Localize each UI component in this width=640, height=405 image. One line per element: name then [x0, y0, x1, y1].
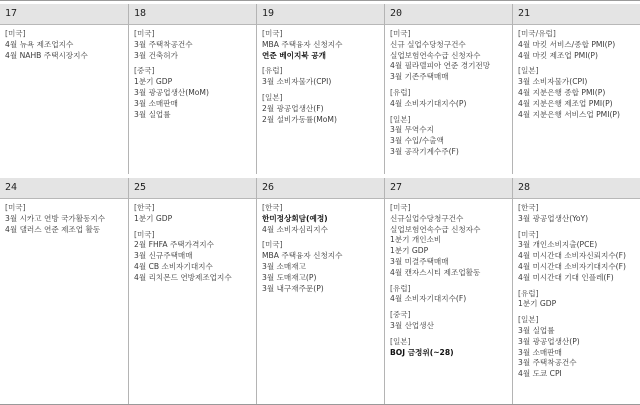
event-group — [262, 66, 384, 88]
event-item: 1분기 GDP — [134, 77, 173, 87]
region-label: [중국] — [134, 66, 155, 76]
event-item: 3월 산업생산 — [390, 320, 434, 330]
day-date: 26 — [257, 178, 384, 199]
day-date: 27 — [385, 178, 512, 199]
region-label: [미국/유럽] — [518, 29, 556, 38]
day-date: 18 — [129, 4, 256, 25]
event-item: 3월 소매재고 — [262, 261, 306, 271]
region-label: [일본] — [262, 92, 283, 102]
event-group — [518, 203, 640, 225]
event-group — [134, 29, 256, 61]
region-label: [미국] — [134, 229, 155, 239]
day-cell — [129, 4, 257, 174]
event-item: 3월 도매재고(P) — [262, 272, 317, 282]
day-date: 24 — [0, 178, 128, 199]
event-item: BOJ 금정위(~28) — [390, 347, 454, 357]
event-group — [390, 88, 512, 110]
event-item: 2월 광공업생산(F) — [262, 103, 324, 113]
event-group — [134, 230, 256, 284]
day-cell — [0, 178, 129, 404]
event-group — [262, 93, 384, 125]
region-label: [미국] — [262, 240, 283, 250]
day-date: 20 — [385, 4, 512, 25]
event-item: 4월 소비자기대지수(P) — [390, 98, 467, 108]
day-events — [385, 25, 512, 158]
event-group — [390, 310, 512, 332]
event-item: 4월 마킷 제조업 PMI(P) — [518, 50, 598, 60]
day-cell — [129, 178, 257, 404]
event-item: 신규실업수당청구건수 — [390, 213, 464, 223]
event-group — [518, 289, 640, 311]
day-events — [0, 199, 128, 235]
day-date: 21 — [513, 4, 640, 25]
event-item: 4월 지분은행 제조업 PMI(P) — [518, 98, 613, 108]
event-item: 3월 주택착공건수 — [134, 39, 193, 49]
event-group — [5, 203, 128, 235]
region-label: [일본] — [518, 66, 539, 76]
event-item: 2월 FHFA 주택가격지수 — [134, 240, 214, 250]
day-cell — [385, 4, 513, 174]
region-label: [일본] — [518, 315, 539, 325]
event-group — [390, 337, 512, 359]
event-item: 3월 실업률 — [134, 109, 171, 119]
event-item: 4월 뉴욕 제조업지수 — [5, 39, 74, 49]
event-item: 3월 실업률 — [518, 325, 555, 335]
event-item: 4월 도쿄 CPI — [518, 369, 562, 379]
day-cell — [385, 178, 513, 404]
event-group — [5, 29, 128, 61]
event-item: 3월 소비자물가(CPI) — [518, 77, 588, 87]
event-item: 3월 소매판매 — [134, 98, 178, 108]
event-item: 3월 공작기계수주(F) — [390, 146, 459, 156]
event-item: 4월 소비자심리지수 — [262, 224, 328, 234]
event-item: 4월 지분은행 종합 PMI(P) — [518, 87, 606, 97]
event-group — [390, 203, 512, 279]
event-item: 2월 설비가동률(MoM) — [262, 114, 337, 124]
day-cell — [257, 4, 385, 174]
event-item: 4월 리치몬드 연방제조업지수 — [134, 272, 232, 282]
day-events — [513, 25, 640, 120]
region-label: [미국] — [390, 29, 411, 38]
event-item: MBA 주택융자 신청지수 — [262, 251, 343, 261]
event-group — [390, 29, 512, 83]
event-item: 3월 시카고 연방 국가활동지수 — [5, 213, 106, 223]
event-item: 한미정상회담(예정) — [262, 213, 328, 223]
day-date: 17 — [0, 4, 128, 25]
event-item: 1분기 GDP — [134, 213, 173, 223]
event-group — [518, 66, 640, 120]
region-label: [한국] — [134, 203, 155, 212]
event-group — [262, 240, 384, 294]
day-date: 19 — [257, 4, 384, 25]
region-label: [일본] — [390, 114, 411, 124]
event-item: 3월 건축허가 — [134, 50, 178, 60]
event-item: 실업보험연속수급 신청자수 — [390, 224, 481, 234]
day-date: 25 — [129, 178, 256, 199]
event-item: 4월 댈러스 연준 제조업 활동 — [5, 224, 101, 234]
event-item: 3월 수입/수출액 — [390, 136, 444, 146]
event-item: 3월 신규주택매매 — [134, 251, 193, 261]
event-item: 3월 광공업생산(YoY) — [518, 213, 589, 223]
region-label: [미국] — [5, 203, 26, 212]
region-label: [미국] — [5, 29, 26, 38]
day-cell — [257, 178, 385, 404]
event-item: 1분기 GDP — [390, 246, 429, 256]
region-label: [미국] — [390, 203, 411, 212]
event-item: 3월 개인소비지출(PCE) — [518, 240, 598, 250]
event-item: 4월 미시간대 소비자신뢰지수(F) — [518, 251, 626, 261]
calendar-week — [0, 178, 640, 404]
event-item: MBA 주택융자 신청지수 — [262, 39, 343, 49]
event-item: 4월 CB 소비자기대지수 — [134, 261, 213, 271]
event-item: 4월 소비자기대지수(F) — [390, 294, 467, 304]
event-group — [518, 230, 640, 284]
day-events — [129, 199, 256, 284]
event-item: 3월 무역수지 — [390, 125, 434, 135]
event-item: 4월 지분은행 서비스업 PMI(P) — [518, 109, 620, 119]
day-cell — [513, 4, 640, 174]
event-item: 4월 마킷 서비스/종합 PMI(P) — [518, 39, 616, 49]
event-item: 실업보험연속수급 신청자수 — [390, 50, 481, 60]
day-events — [129, 25, 256, 120]
region-label: [유럽] — [518, 288, 539, 298]
day-events — [257, 199, 384, 294]
region-label: [유럽] — [390, 87, 411, 97]
region-label: [미국] — [262, 29, 283, 38]
event-group — [390, 115, 512, 158]
event-group — [390, 284, 512, 306]
event-item: 4월 미시간대 기대 인플레(F) — [518, 272, 614, 282]
event-item: 4월 미시간대 소비자기대지수(F) — [518, 261, 626, 271]
day-events — [513, 199, 640, 380]
day-date: 28 — [513, 178, 640, 199]
region-label: [유럽] — [390, 283, 411, 293]
event-group — [518, 315, 640, 380]
day-cell — [0, 4, 129, 174]
day-events — [257, 25, 384, 125]
event-item: 신규 실업수당청구건수 — [390, 39, 466, 49]
event-group — [134, 66, 256, 120]
day-events — [0, 25, 128, 61]
event-item: 1분기 GDP — [518, 299, 557, 309]
event-item: 연준 베이지북 공개 — [262, 50, 326, 60]
event-item: 4월 필라델피아 연준 경기전망 — [390, 61, 491, 71]
event-item: 3월 광공업생산(P) — [518, 336, 580, 346]
event-item: 3월 주택착공건수 — [518, 358, 577, 368]
region-label: [한국] — [262, 203, 283, 212]
day-events — [385, 199, 512, 358]
calendar-week — [0, 4, 640, 174]
region-label: [미국] — [134, 29, 155, 38]
region-label: [한국] — [518, 203, 539, 212]
region-label: [중국] — [390, 310, 411, 320]
event-item: 3월 광공업생산(MoM) — [134, 87, 209, 97]
event-group — [134, 203, 256, 225]
day-cell — [513, 178, 640, 404]
event-item: 3월 기존주택매매 — [390, 72, 449, 82]
event-item: 1분기 개인소비 — [390, 235, 442, 245]
event-item: 4월 캔자스시티 제조업활동 — [390, 267, 481, 277]
event-item: 3월 내구재주문(P) — [262, 283, 324, 293]
event-item: 3월 미결주택매매 — [390, 256, 449, 266]
event-group — [262, 29, 384, 61]
event-group — [262, 203, 384, 235]
event-item: 3월 소매판매 — [518, 347, 562, 357]
region-label: [유럽] — [262, 66, 283, 76]
event-item: 3월 소비자물가(CPI) — [262, 77, 332, 87]
event-group — [518, 29, 640, 61]
region-label: [일본] — [390, 336, 411, 346]
event-item: 4월 NAHB 주택시장지수 — [5, 50, 88, 60]
region-label: [미국] — [518, 229, 539, 239]
